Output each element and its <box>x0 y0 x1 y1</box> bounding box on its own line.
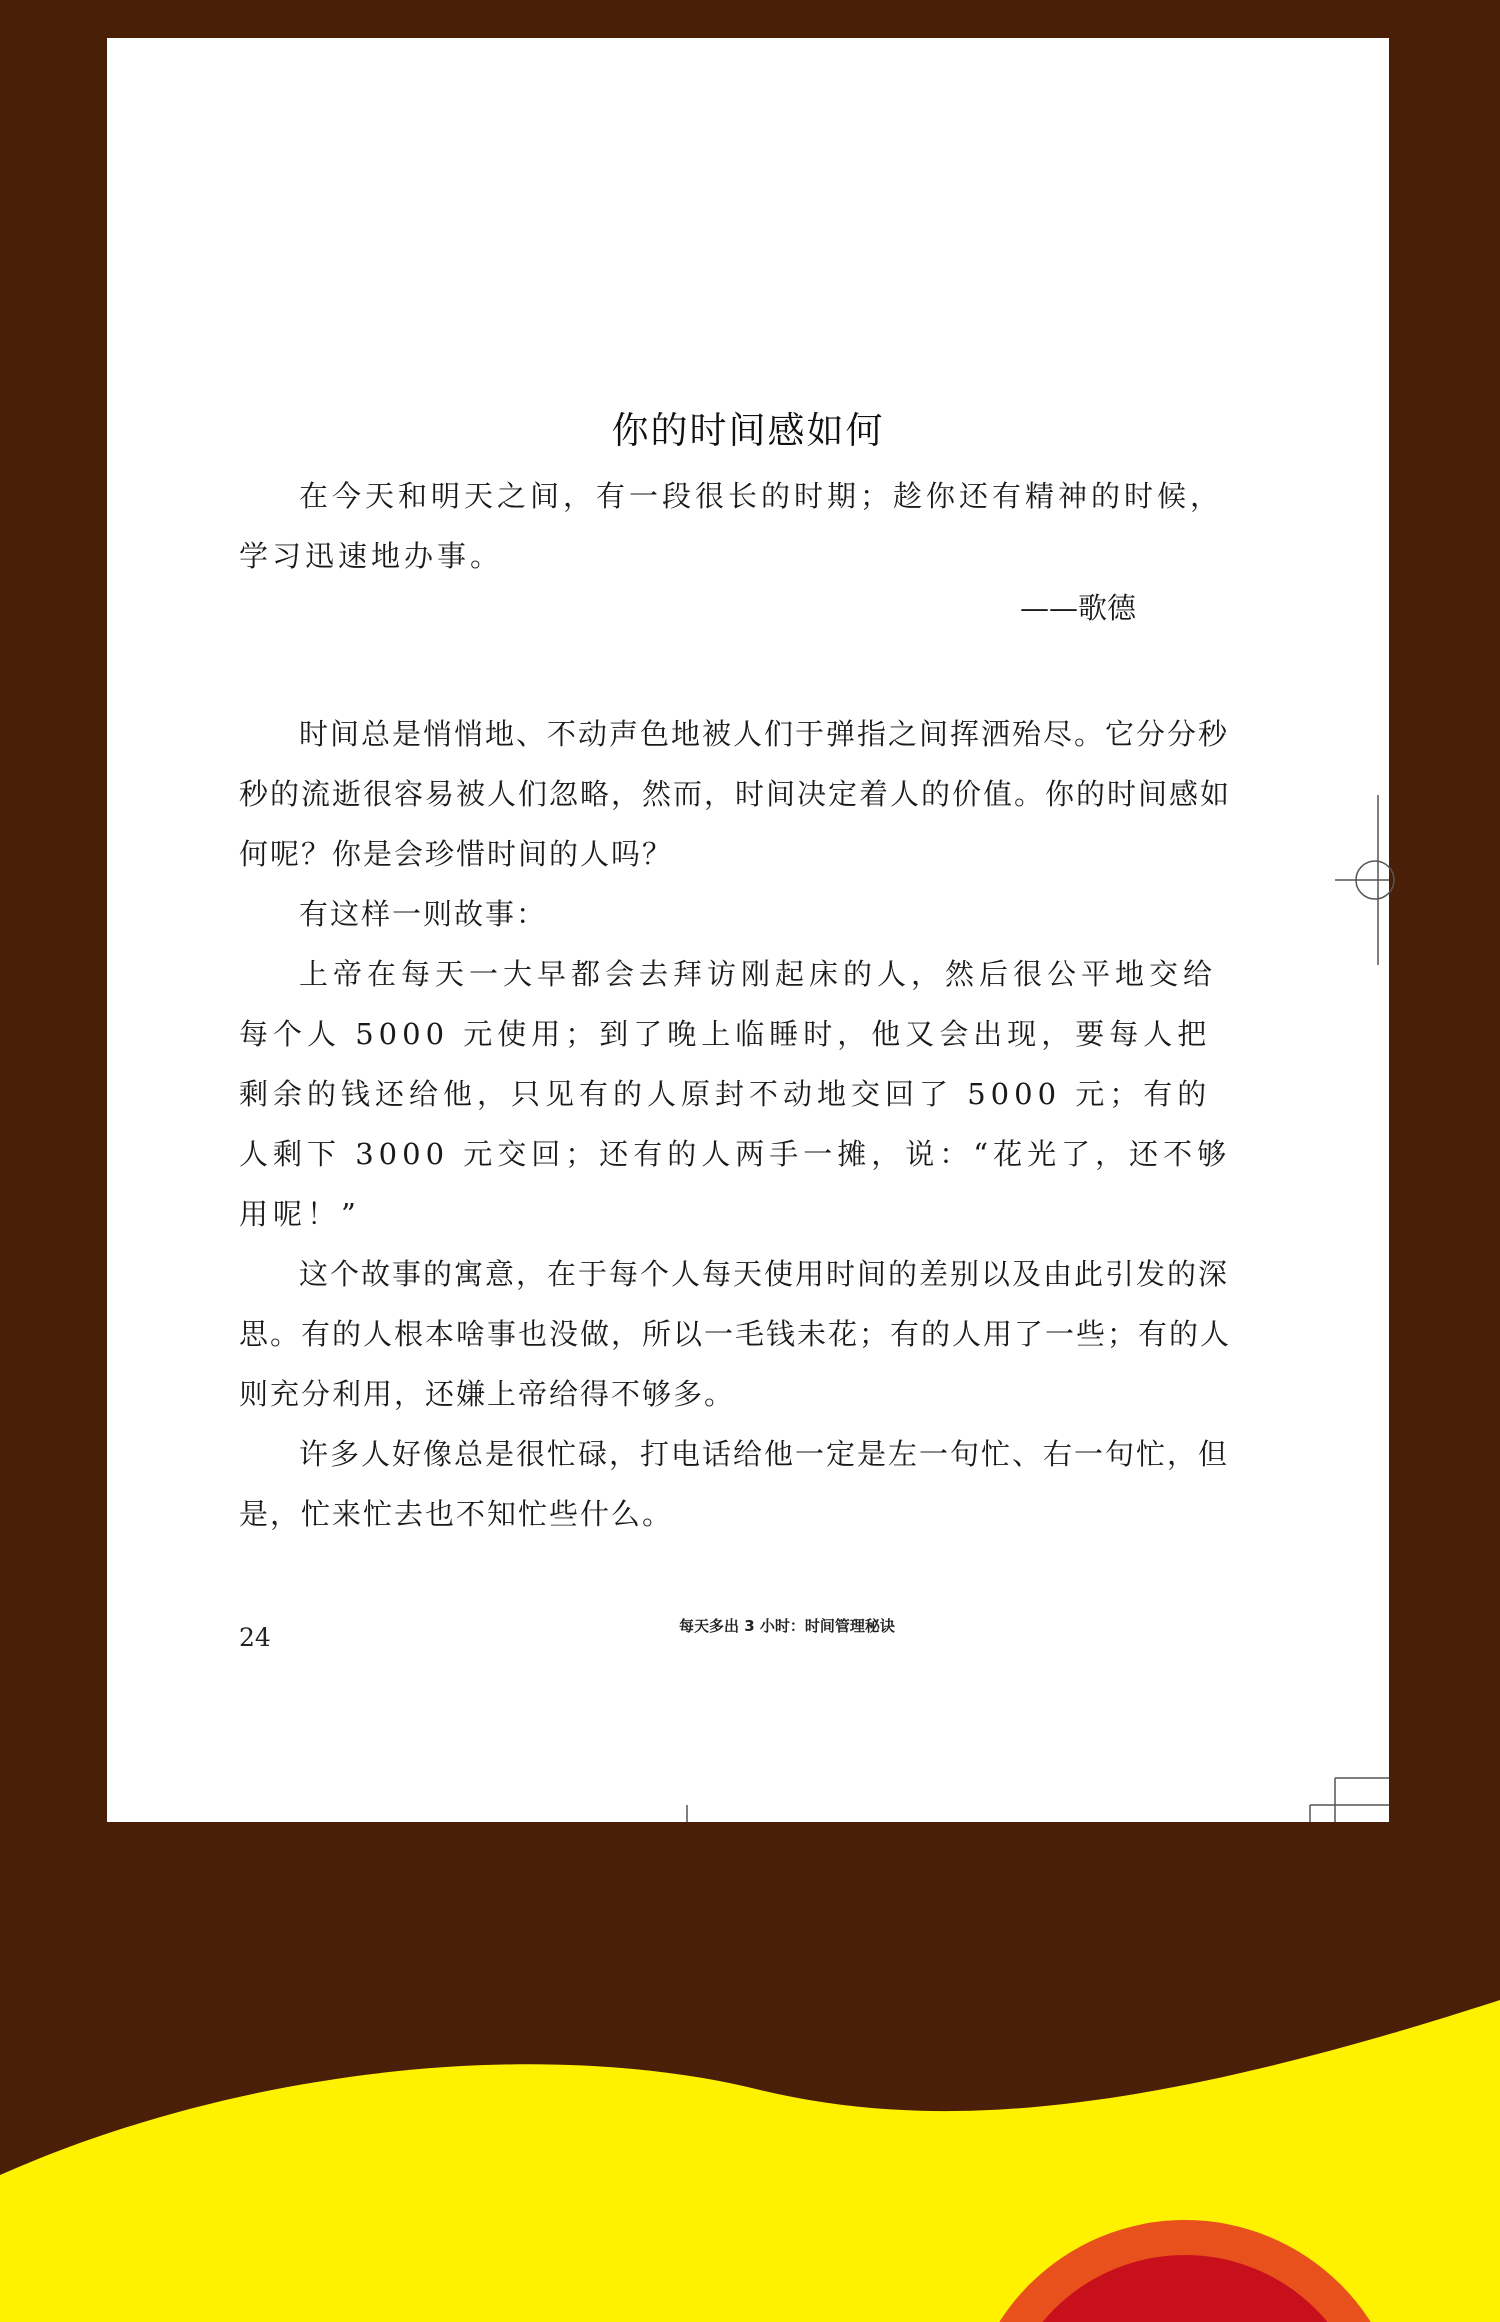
paragraph: 有这样一则故事： <box>299 897 548 931</box>
paragraph: 时间总是悄悄地、不动声色地被人们于弹指之间挥洒殆尽。它分分秒秒的流逝很容易被人们忽略，然而，时间决定着人的价值。你的时间感如何呢？你是会珍惜时间的人吗？ <box>239 717 1232 871</box>
paragraph: 许多人好像总是很忙碌，打电话给他一定是左一句忙、右一句忙，但是，忙来忙去也不知忙些什么。 <box>239 1437 1230 1531</box>
page-title: 你的时间感如何 <box>611 409 885 452</box>
page-number: 24 <box>239 1623 271 1652</box>
book-page <box>107 38 1389 1822</box>
running-footer: 每天多出 3 小时：时间管理秘诀 <box>679 1617 895 1635</box>
body-text <box>239 704 1243 1544</box>
epigraph-attribution: ——歌德 <box>1019 591 1136 625</box>
paragraph: 这个故事的寓意，在于每个人每天使用时间的差别以及由此引发的深思。有的人根本啥事也没做，所以一毛钱未花；有的人用了一些；有的人则充分利用，还嫌上帝给得不够多。 <box>239 1257 1232 1411</box>
story-paragraph: 上帝在每天一大早都会去拜访刚起床的人，然后很公平地交给每个人 5000 元使用；到了晚上临睡时，他又会出现，要每人把剩余的钱还给他，只见有的人原封不动地交回了 5000 元；有的人剩下 3000 元交回；还有的人两手一摊，说：“花光了，还不够用呢！” <box>239 957 1232 1231</box>
epigraph-quote: 在今天和明天之间，有一段很长的时期；趁你还有精神的时候，学习迅速地办事。 <box>239 479 1224 573</box>
